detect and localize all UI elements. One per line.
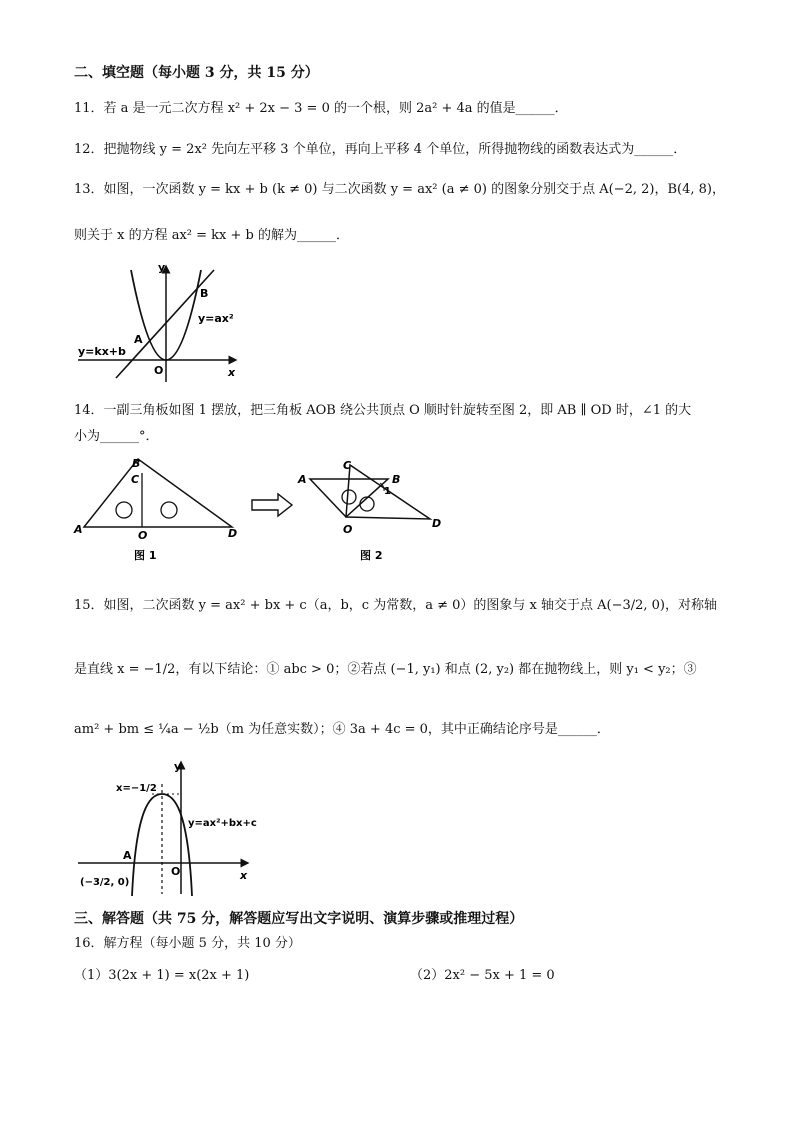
question-15-line-3: am² + bm ≤ ¼a − ½b（m 为任意实数）；④ 3a + 4c = 0，其中正确结论序号是______． — [74, 722, 610, 737]
section-heading-fill-blank: 二、填空题（每小题 3 分，共 15 分） — [74, 65, 319, 81]
y-axis-label: y — [158, 261, 166, 274]
point-A-label: A — [123, 849, 132, 862]
figure-13 — [76, 260, 246, 385]
question-16-title: 16．解方程（每小题 5 分，共 10 分） — [74, 936, 301, 951]
question-15-line-2: 是直线 x = −1/2，有以下结论：① abc > 0；②若点 (−1, y₁) 和点 (2, y₂) 都在抛物线上，则 y₁ < y₂；③ — [74, 662, 697, 677]
question-13-line-1: 13．如图，一次函数 y = kx + b (k ≠ 0) 与二次函数 y = ax² (a ≠ 0) 的图象分别交于点 A(−2, 2)，B(4, 8)， — [74, 182, 725, 197]
point-A-label: A — [298, 473, 307, 486]
point-B-label: B — [392, 473, 401, 486]
point-B-label: B — [200, 287, 209, 300]
parabola-label: y=ax² — [198, 312, 234, 325]
point-C-label: C — [343, 459, 352, 472]
question-14-line-1: 14．一副三角板如图 1 摆放，把三角板 AOB 绕公共顶点 O 顺时针旋转至图 2，即 AB ∥ OD 时，∠1 的大 — [74, 403, 692, 418]
hole-left — [116, 502, 132, 518]
hole-right — [161, 502, 177, 518]
question-14-line-2: 小为______°． — [74, 429, 159, 444]
hole-left — [342, 490, 356, 504]
section-heading-answers: 三、解答题（共 75 分，解答题应写出文字说明、演算步骤或推理过程） — [74, 911, 524, 927]
transition-arrow — [250, 492, 295, 518]
y-axis-label: y — [174, 760, 182, 773]
origin-label: O — [154, 364, 164, 377]
curve-label: y=ax²+bx+c — [188, 818, 257, 829]
point-C-label: C — [131, 473, 140, 486]
point-O-label: O — [343, 523, 353, 536]
point-B-label: B — [132, 457, 141, 470]
point-A-label: A — [74, 523, 83, 536]
point-A-label: A — [134, 333, 143, 346]
hole-right — [360, 497, 374, 511]
point-D-label: D — [228, 527, 238, 540]
origin-label: O — [171, 865, 181, 878]
figure-14-1 — [72, 455, 247, 565]
point-O-label: O — [138, 529, 148, 542]
question-16-part-1: （1）3(2x + 1) = x(2x + 1) — [74, 968, 250, 983]
point-D-label: D — [432, 517, 442, 530]
question-12: 12．把抛物线 y = 2x² 先向左平移 3 个单位，再向上平移 4 个单位，所得抛物线的函数表达式为______． — [74, 142, 687, 157]
x-axis-label: x — [228, 366, 236, 379]
angle-1-label: 1 — [384, 486, 391, 497]
figure-14-2 — [296, 457, 456, 567]
symmetry-axis-label: x=−1/2 — [116, 783, 157, 794]
question-13-line-2: 则关于 x 的方程 ax² = kx + b 的解为______． — [74, 228, 349, 243]
question-11: 11．若 a 是一元二次方程 x² + 2x − 3 = 0 的一个根，则 2a² + 4a 的值是______． — [74, 101, 568, 116]
figure-2-caption: 图 2 — [360, 549, 383, 562]
question-15-line-1: 15．如图，二次函数 y = ax² + bx + c（a，b，c 为常数，a ≠ 0）的图象与 x 轴交于点 A(−3/2, 0)，对称轴 — [74, 598, 717, 613]
x-axis-label: x — [240, 869, 248, 882]
triangle-abd — [84, 459, 232, 527]
question-16-part-2: （2）2x² − 5x + 1 = 0 — [410, 968, 555, 983]
figure-15 — [76, 758, 266, 898]
line-label: y=kx+b — [78, 345, 126, 358]
point-A-coordinate: (−3/2, 0) — [80, 877, 130, 888]
figure-1-caption: 图 1 — [134, 549, 157, 562]
